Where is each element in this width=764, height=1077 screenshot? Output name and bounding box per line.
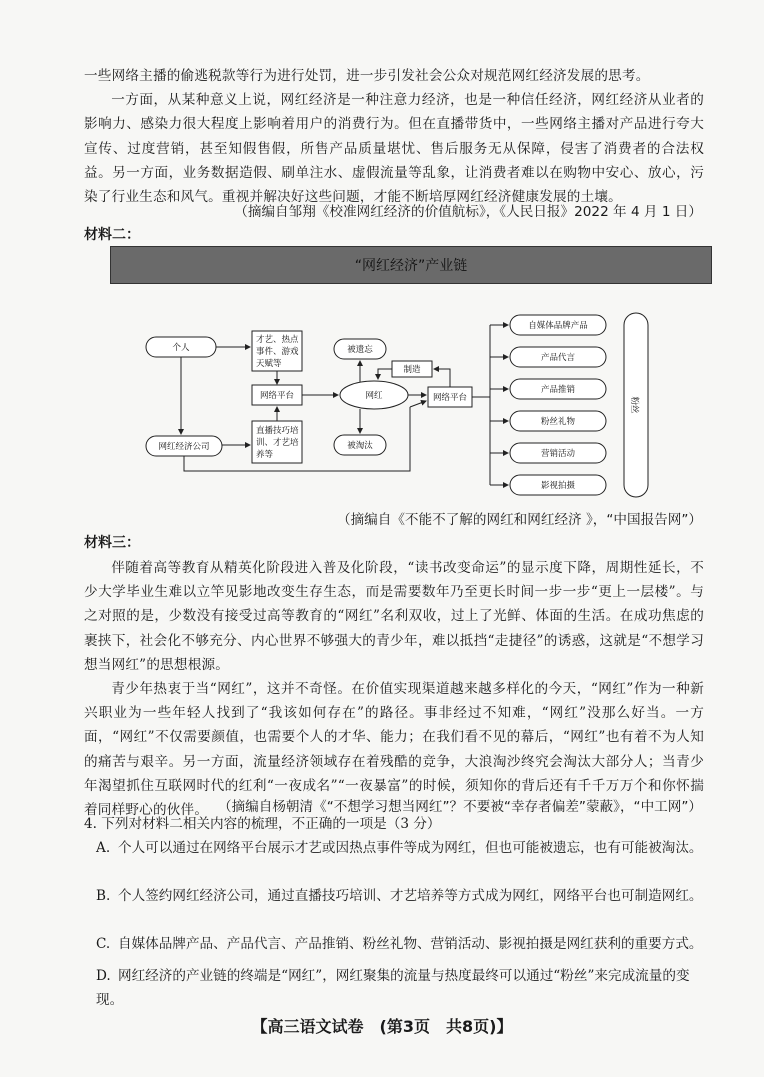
material3-source: （摘编自杨朝清《“不想学习想当网红”？不要被“幸存者偏差”蒙蔽》，“中工网”） [217, 799, 702, 815]
node-individual-label: 个人 [172, 343, 190, 353]
output-item-label: 营销活动 [540, 449, 576, 459]
output-item-label: 产品代言 [540, 353, 576, 363]
question-stem: 4. 下列对材料二相关内容的梳理，不正确的一项是（3 分） [84, 816, 441, 832]
top-paragraph [84, 64, 704, 209]
material3-paragraph-1: 伴随着高等教育从精英化阶段进入普及化阶段，“读书改变命运”的显示度下降，周期性延长，不少大学毕业生难以立竿见影地改变生存生态，而是需要数年乃至更长时间一步一步“更上一层楼”。与之对照的是，少数没有接受过高等教育的“网红”名利双收，过上了光鲜、体面的生活。在成功焦虑的裹挟下，社会化不够充分、内心世界不够强大的青少年，难以抵挡“走捷径”的诱惑，这就是“不想学习想当网红”的思想根源。 [84, 560, 704, 673]
material2-source: （摘编自《不能不了解的网红和网红经济 》，“中国报告网”） [336, 512, 702, 528]
edge-create-wanghong [378, 369, 392, 379]
node-talent-line2: 事件、游戏 [256, 347, 299, 357]
option-b-label: B. [96, 888, 111, 904]
banner-title: “网红经济”产业链 [354, 258, 468, 274]
material3-paragraph-2: 青少年热衷于当“网红”，这并不奇怪。在价值实现渠道越来越多样化的今天，“网红”作为一种新兴职业为一些年轻人找到了“我该如何存在”的路径。事非经过不知难，“网红”没那么好当。一方面，“网红”不仅需要颜值，也需要个人的才华、能力；在我们看不见的幕后，“网红”也有着不为人知的痛苦与艰辛。另一方面，流量经济领域存在着残酷的竞争，大浪淘沙终究会淘汰大部分人；当青少年渴望抓住互联网时代的红利“一夜成名”“一夜暴富”的时候，须知你的背后还有千千万万个和你怀揣着同样野心的伙伴。 [84, 681, 704, 819]
option-b [96, 884, 704, 908]
output-item-label: 影视拍摄 [540, 481, 576, 491]
edge-platform-create [434, 369, 450, 387]
node-company-label: 网红经济公司 [158, 442, 210, 452]
node-wanghong-label: 网红 [365, 391, 383, 401]
node-training-line2: 训、才艺培 [256, 438, 299, 448]
option-c [96, 932, 704, 956]
option-c-label: C. [96, 936, 111, 952]
output-item-label: 粉丝礼物 [540, 417, 576, 427]
node-talent-line3: 天赋等 [256, 359, 282, 369]
option-c-text: 自媒体品牌产品、产品代言、产品推销、粉丝礼物、营销活动、影视拍摄是网红获利的重要方式。 [118, 936, 703, 952]
node-eliminated-label: 被淘汰 [347, 441, 373, 451]
option-a-text: 个人可以通过在网络平台展示才艺或因热点事件等成为网红，但也可能被遗忘，也有可能被淘汰。 [118, 840, 703, 856]
option-a-label: A. [96, 840, 111, 856]
material2-heading: 材料二： [84, 227, 140, 243]
node-training-line3: 养等 [256, 450, 274, 460]
option-b-text: 个人签约网红经济公司，通过直播技巧培训、才艺培养等方式成为网红，网络平台也可制造网红。 [118, 888, 703, 904]
node-platform-right-label: 网络平台 [432, 393, 468, 403]
page-footer: 【高三语文试卷 (第3页 共8页)】 [251, 1017, 513, 1036]
node-fans-label: 粉丝 [629, 396, 639, 414]
material3-heading: 材料三： [84, 535, 140, 551]
output-item-label: 产品推销 [540, 385, 576, 395]
option-d-label: D. [96, 968, 111, 984]
option-a [96, 836, 704, 860]
node-create-label: 制造 [403, 365, 421, 375]
option-d [96, 964, 704, 1012]
node-talent-line1: 才艺、热点 [256, 335, 299, 345]
industry-chain-banner [110, 246, 712, 284]
node-platform-left-label: 网络平台 [259, 391, 295, 401]
node-training-line1: 直播技巧培 [256, 426, 299, 436]
top-paragraph-body: 一方面，从某种意义上说，网红经济是一种注意力经济，也是一种信任经济，网红经济从业者的影响力、感染力很大程度上影响着用户的消费行为。但在直播带货中，一些网络主播对产品进行夸大宣传、过度营销，甚至知假售假，所售产品质量堪忧、售后服务无从保障，侵害了消费者的合法权益。另一方面，业务数据造假、刷单注水、虚假流量等乱象，让消费者难以在购物中安心、放心，污染了行业生态和风气。重视并解决好这些问题，才能不断培厚网红经济健康发展的土壤。 [84, 92, 704, 206]
node-forgotten-label: 被遗忘 [347, 345, 373, 355]
output-list [490, 315, 606, 495]
material1-source: （摘编自邹翔《校准网红经济的价值航标》，《人民日报》2022 年 4 月 1 日） [234, 204, 702, 220]
option-d-text: 网红经济的产业链的终端是“网红”，网红聚集的流量与热度最终可以通过“粉丝”来完成流量的变现。 [96, 968, 690, 1008]
edge-company-platform [410, 401, 426, 407]
top-paragraph-line1: 一些网络主播的偷逃税款等行为进行处罚，进一步引发社会公众对规范网红经济发展的思考。 [84, 68, 650, 84]
output-item-label: 自媒体品牌产品 [528, 321, 588, 331]
industry-chain-diagram [140, 305, 660, 505]
